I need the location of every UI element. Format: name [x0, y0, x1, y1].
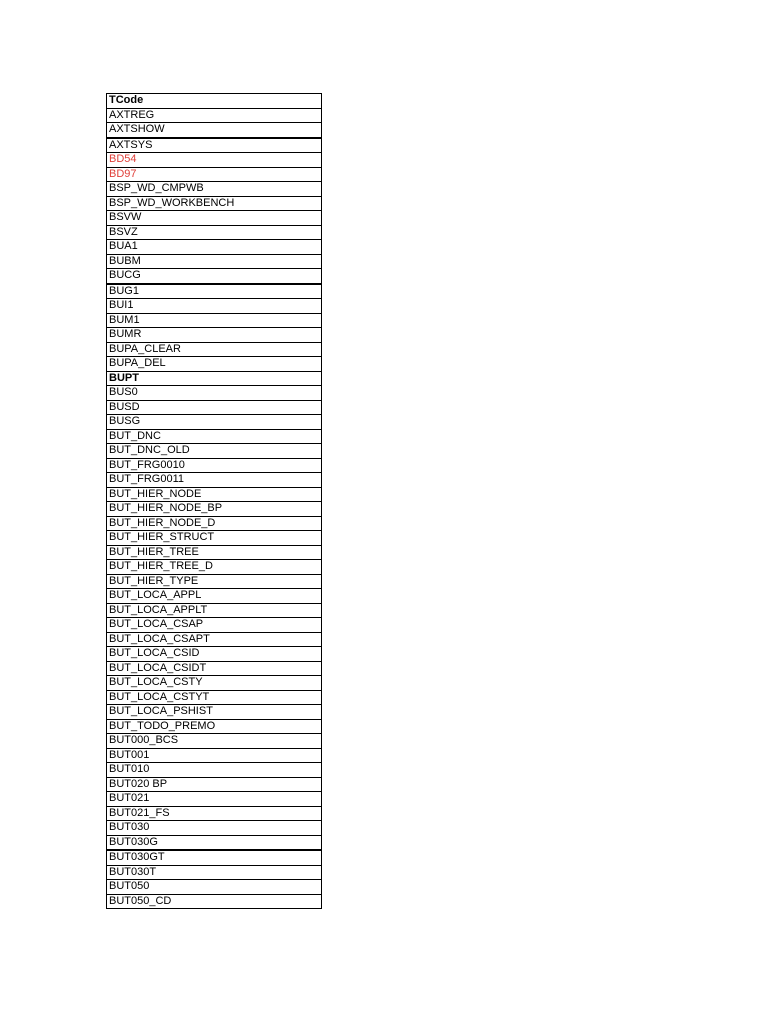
tcode-cell: AXTSHOW: [107, 123, 322, 138]
table-row: [107, 108, 322, 123]
tcode-cell: BUT_LOCA_PSHIST: [107, 705, 322, 720]
tcode-cell: BSP_WD_CMPWB: [107, 182, 322, 197]
tcode-cell: BUT_LOCA_CSAPT: [107, 632, 322, 647]
tcode-cell: BUS0: [107, 386, 322, 401]
tcode-cell: BUT_LOCA_CSID: [107, 647, 322, 662]
tcode-cell: BUT_HIER_STRUCT: [107, 531, 322, 546]
table-row: [107, 386, 322, 401]
tcode-cell: BD97: [107, 167, 322, 182]
tcode-cell: BUM1: [107, 313, 322, 328]
table-row: [107, 123, 322, 138]
table-row: [107, 269, 322, 284]
table-row: [107, 487, 322, 502]
tcode-cell: BUSD: [107, 400, 322, 415]
tcode-cell: BSVW: [107, 211, 322, 226]
column-header-tcode: TCode: [107, 94, 322, 109]
tcode-cell: BUT_FRG0010: [107, 458, 322, 473]
tcode-cell: BUT_HIER_NODE_BP: [107, 502, 322, 517]
table-row: [107, 254, 322, 269]
table-row: [107, 167, 322, 182]
tcode-cell: BUT001: [107, 748, 322, 763]
tcode-cell: BUT_HIER_NODE_D: [107, 516, 322, 531]
table-row: [107, 153, 322, 168]
table-row: [107, 502, 322, 517]
table-row: [107, 748, 322, 763]
table-row: [107, 821, 322, 836]
tcode-cell: BUT030: [107, 821, 322, 836]
table-row: [107, 415, 322, 430]
tcode-cell: BUT_DNC: [107, 429, 322, 444]
table-row: [107, 473, 322, 488]
table-row: [107, 835, 322, 850]
tcode-cell: BUPA_CLEAR: [107, 342, 322, 357]
tcode-cell: BUSG: [107, 415, 322, 430]
table-row: [107, 225, 322, 240]
tcode-cell: BUG1: [107, 284, 322, 299]
table-row: [107, 880, 322, 895]
tcode-cell: BUBM: [107, 254, 322, 269]
tcode-cell: BUPA_DEL: [107, 357, 322, 372]
tcode-cell: AXTSYS: [107, 138, 322, 153]
tcode-cell: BUT020 BP: [107, 777, 322, 792]
table-row: [107, 603, 322, 618]
table-row: [107, 196, 322, 211]
tcode-cell: BUT_HIER_TYPE: [107, 574, 322, 589]
table-row: [107, 429, 322, 444]
tcode-cell: BUT_LOCA_APPL: [107, 589, 322, 604]
tcode-cell: BUCG: [107, 269, 322, 284]
tcode-cell: BUT030T: [107, 865, 322, 880]
table-row: [107, 806, 322, 821]
tcode-cell: BUT030G: [107, 835, 322, 850]
tcode-cell: BUT_LOCA_CSIDT: [107, 661, 322, 676]
table-row: [107, 777, 322, 792]
table-row: [107, 690, 322, 705]
tcode-cell: BUI1: [107, 299, 322, 314]
tcode-cell: BUT_LOCA_CSAP: [107, 618, 322, 633]
table-row: [107, 458, 322, 473]
tcode-cell: AXTREG: [107, 108, 322, 123]
tcode-cell: BUT_HIER_TREE_D: [107, 560, 322, 575]
table-row: [107, 850, 322, 865]
table-row: [107, 574, 322, 589]
table-row: [107, 661, 322, 676]
table-row: [107, 211, 322, 226]
table-row: [107, 328, 322, 343]
tcode-cell: BSP_WD_WORKBENCH: [107, 196, 322, 211]
table-row: [107, 763, 322, 778]
tcode-cell: BUT000_BCS: [107, 734, 322, 749]
table-row: [107, 560, 322, 575]
table-row: [107, 894, 322, 909]
table-row: [107, 400, 322, 415]
table-row: [107, 357, 322, 372]
tcode-cell: BUT_DNC_OLD: [107, 444, 322, 459]
tcode-cell: BUT021_FS: [107, 806, 322, 821]
table-row: [107, 240, 322, 255]
tcode-cell: BD54: [107, 153, 322, 168]
tcode-cell: BUT_LOCA_APPLT: [107, 603, 322, 618]
table-row: [107, 531, 322, 546]
table-row: [107, 792, 322, 807]
table-row: [107, 342, 322, 357]
table-row: [107, 632, 322, 647]
tcode-cell: BUT_FRG0011: [107, 473, 322, 488]
table-row: [107, 676, 322, 691]
table-row: [107, 182, 322, 197]
tcode-cell: BUT_LOCA_CSTYT: [107, 690, 322, 705]
table-row: [107, 589, 322, 604]
tcode-cell: BUT_HIER_TREE: [107, 545, 322, 560]
table-row: [107, 618, 322, 633]
tcode-table: [106, 93, 322, 909]
table-row: [107, 865, 322, 880]
tcode-cell: BUT030GT: [107, 850, 322, 865]
tcode-cell: BUA1: [107, 240, 322, 255]
tcode-cell: BUT_LOCA_CSTY: [107, 676, 322, 691]
table-row: [107, 313, 322, 328]
tcode-table-body: [107, 94, 322, 909]
table-row: [107, 138, 322, 153]
table-row: [107, 371, 322, 386]
tcode-cell: BUT021: [107, 792, 322, 807]
tcode-cell: BUT050_CD: [107, 894, 322, 909]
table-row: [107, 719, 322, 734]
tcode-cell: BSVZ: [107, 225, 322, 240]
tcode-cell: BUT010: [107, 763, 322, 778]
tcode-cell: BUT_HIER_NODE: [107, 487, 322, 502]
table-row: [107, 444, 322, 459]
tcode-cell: BUMR: [107, 328, 322, 343]
table-row: [107, 545, 322, 560]
table-row: [107, 734, 322, 749]
tcode-cell: BUT_TODO_PREMO: [107, 719, 322, 734]
table-row: [107, 299, 322, 314]
table-row: [107, 516, 322, 531]
table-row: [107, 647, 322, 662]
table-header-row: [107, 94, 322, 109]
table-row: [107, 705, 322, 720]
table-row: [107, 284, 322, 299]
tcode-cell: BUPT: [107, 371, 322, 386]
tcode-cell: BUT050: [107, 880, 322, 895]
